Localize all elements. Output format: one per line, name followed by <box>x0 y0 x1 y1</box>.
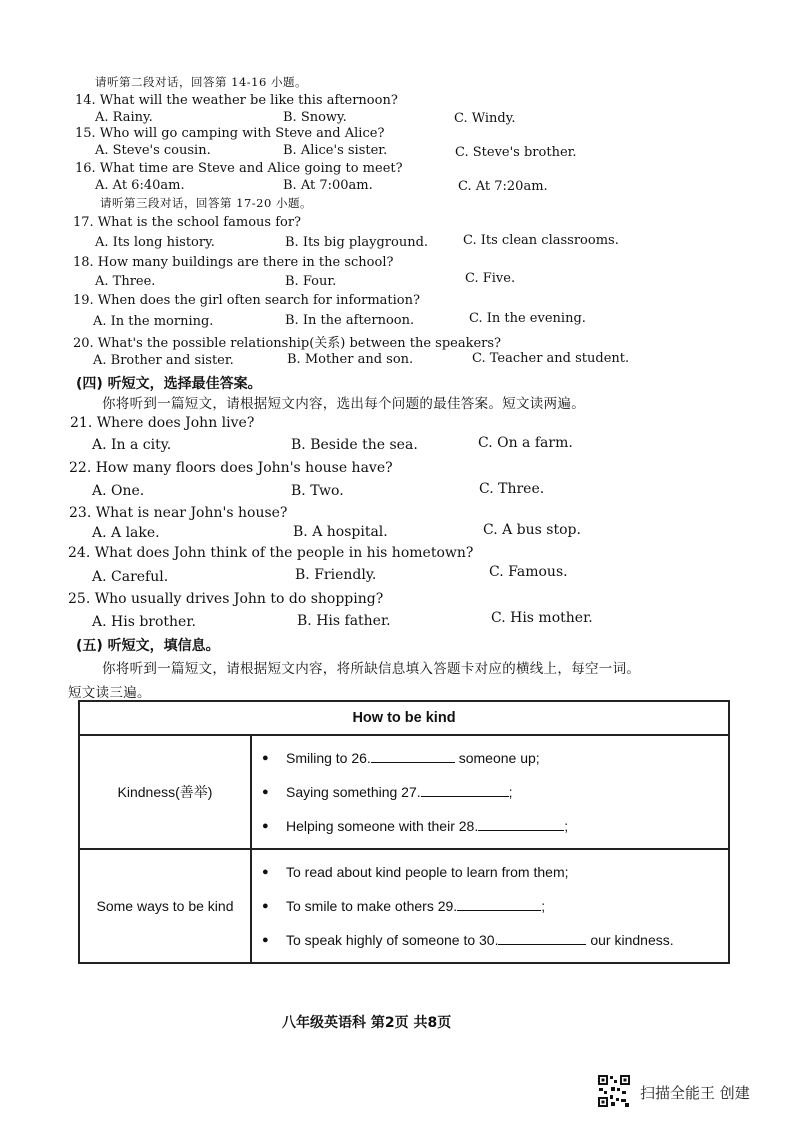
option-22c: C. Three. <box>479 481 545 497</box>
option-18c: C. Five. <box>465 271 516 286</box>
question-15: 15. Who will go camping with Steve and Alice? <box>75 126 385 141</box>
option-18a: A. Three. <box>95 274 156 289</box>
option-14a: A. Rainy. <box>95 110 153 125</box>
question-20: 20. What's the possible relationship(关系) between the speakers? <box>73 336 502 351</box>
section-5-instruction-1: 你将听到一篇短文，请根据短文内容，将所缺信息填入答题卡对应的横线上，每空一词。 <box>102 661 641 677</box>
option-14b: B. Snowy. <box>283 110 347 125</box>
row-content-kindness <box>251 735 729 849</box>
list-item <box>260 741 728 775</box>
row-label-ways: Some ways to be kind <box>79 849 251 963</box>
option-15b: B. Alice's sister. <box>283 143 388 158</box>
option-25c: C. His mother. <box>491 610 593 626</box>
question-14: 14. What will the weather be like this afternoon? <box>75 93 398 108</box>
instruction-dialogue-2: 请听第二段对话，回答第 14-16 小题。 <box>95 75 307 89</box>
question-17: 17. What is the school famous for? <box>73 215 302 230</box>
option-25b: B. His father. <box>297 613 391 629</box>
option-24c: C. Famous. <box>489 564 568 580</box>
option-21a: A. In a city. <box>92 437 172 453</box>
option-19c: C. In the evening. <box>469 311 586 326</box>
row-content-ways <box>251 849 729 963</box>
option-19b: B. In the afternoon. <box>285 313 415 328</box>
question-18: 18. How many buildings are there in the school? <box>73 255 394 270</box>
option-15c: C. Steve's brother. <box>455 145 577 160</box>
table-heading: How to be kind <box>79 701 729 735</box>
page-footer: 八年级英语科 第2页 共8页 <box>282 1015 452 1031</box>
list-item <box>260 923 728 957</box>
section-5-title: (五) 听短文，填信息。 <box>76 638 220 654</box>
list-item <box>260 809 728 843</box>
option-24b: B. Friendly. <box>295 567 377 583</box>
item-text: To speak highly of someone to 30. <box>286 932 499 948</box>
answer-blank-28[interactable] <box>478 816 564 831</box>
option-19a: A. In the morning. <box>93 314 214 329</box>
item-text: someone up; <box>454 750 540 766</box>
option-20a: A. Brother and sister. <box>93 353 234 368</box>
item-text: Saying something 27. <box>286 784 421 800</box>
option-22b: B. Two. <box>291 483 344 499</box>
option-16c: C. At 7:20am. <box>458 179 548 194</box>
item-text: ; <box>541 898 546 914</box>
list-item <box>260 855 728 889</box>
option-17c: C. Its clean classrooms. <box>463 233 619 248</box>
question-24: 24. What does John think of the people in his hometown? <box>68 545 474 561</box>
option-17a: A. Its long history. <box>95 235 215 250</box>
question-22: 22. How many floors does John's house have? <box>69 460 393 476</box>
item-text: Smiling to 26. <box>286 750 371 766</box>
option-14c: C. Windy. <box>454 111 516 126</box>
answer-blank-26[interactable] <box>371 748 455 763</box>
option-22a: A. One. <box>92 483 145 499</box>
option-16a: A. At 6:40am. <box>95 178 185 193</box>
item-text: our kindness. <box>586 932 674 948</box>
answer-blank-30[interactable] <box>498 930 586 945</box>
item-text: ; <box>564 818 569 834</box>
item-text: Helping someone with their 28. <box>286 818 479 834</box>
question-19: 19. When does the girl often search for information? <box>73 293 420 308</box>
info-table <box>78 700 730 964</box>
option-17b: B. Its big playground. <box>285 235 429 250</box>
answer-blank-27[interactable] <box>421 782 509 797</box>
row-label-kindness: Kindness(善举) <box>79 735 251 849</box>
item-text: To smile to make others 29. <box>286 898 458 914</box>
answer-blank-29[interactable] <box>457 896 541 911</box>
item-text: To read about kind people to learn from them; <box>286 864 569 880</box>
option-18b: B. Four. <box>285 274 337 289</box>
list-item <box>260 889 728 923</box>
section-4-instruction: 你将听到一篇短文，请根据短文内容，选出每个问题的最佳答案。短文读两遍。 <box>102 396 585 412</box>
option-23c: C. A bus stop. <box>483 522 581 538</box>
option-16b: B. At 7:00am. <box>283 178 373 193</box>
option-15a: A. Steve's cousin. <box>95 143 211 158</box>
option-20c: C. Teacher and student. <box>472 351 630 366</box>
question-16: 16. What time are Steve and Alice going to meet? <box>75 161 403 176</box>
question-21: 21. Where does John live? <box>70 415 255 431</box>
question-25: 25. Who usually drives John to do shopping? <box>68 591 384 607</box>
option-25a: A. His brother. <box>92 614 196 630</box>
option-21b: B. Beside the sea. <box>291 437 418 453</box>
section-5-instruction-2: 短文读三遍。 <box>68 685 151 701</box>
question-23: 23. What is near John's house? <box>69 505 288 521</box>
qr-code-icon <box>597 1074 631 1108</box>
scanner-watermark: 扫描全能王 创建 <box>640 1084 750 1102</box>
instruction-dialogue-3: 请听第三段对话，回答第 17-20 小题。 <box>100 196 312 210</box>
list-item <box>260 775 728 809</box>
option-21c: C. On a farm. <box>478 435 573 451</box>
section-4-title: (四) 听短文，选择最佳答案。 <box>76 376 262 392</box>
option-23a: A. A lake. <box>92 525 160 541</box>
option-23b: B. A hospital. <box>293 524 388 540</box>
option-24a: A. Careful. <box>92 569 169 585</box>
item-text: ; <box>508 784 513 800</box>
option-20b: B. Mother and son. <box>287 352 414 367</box>
